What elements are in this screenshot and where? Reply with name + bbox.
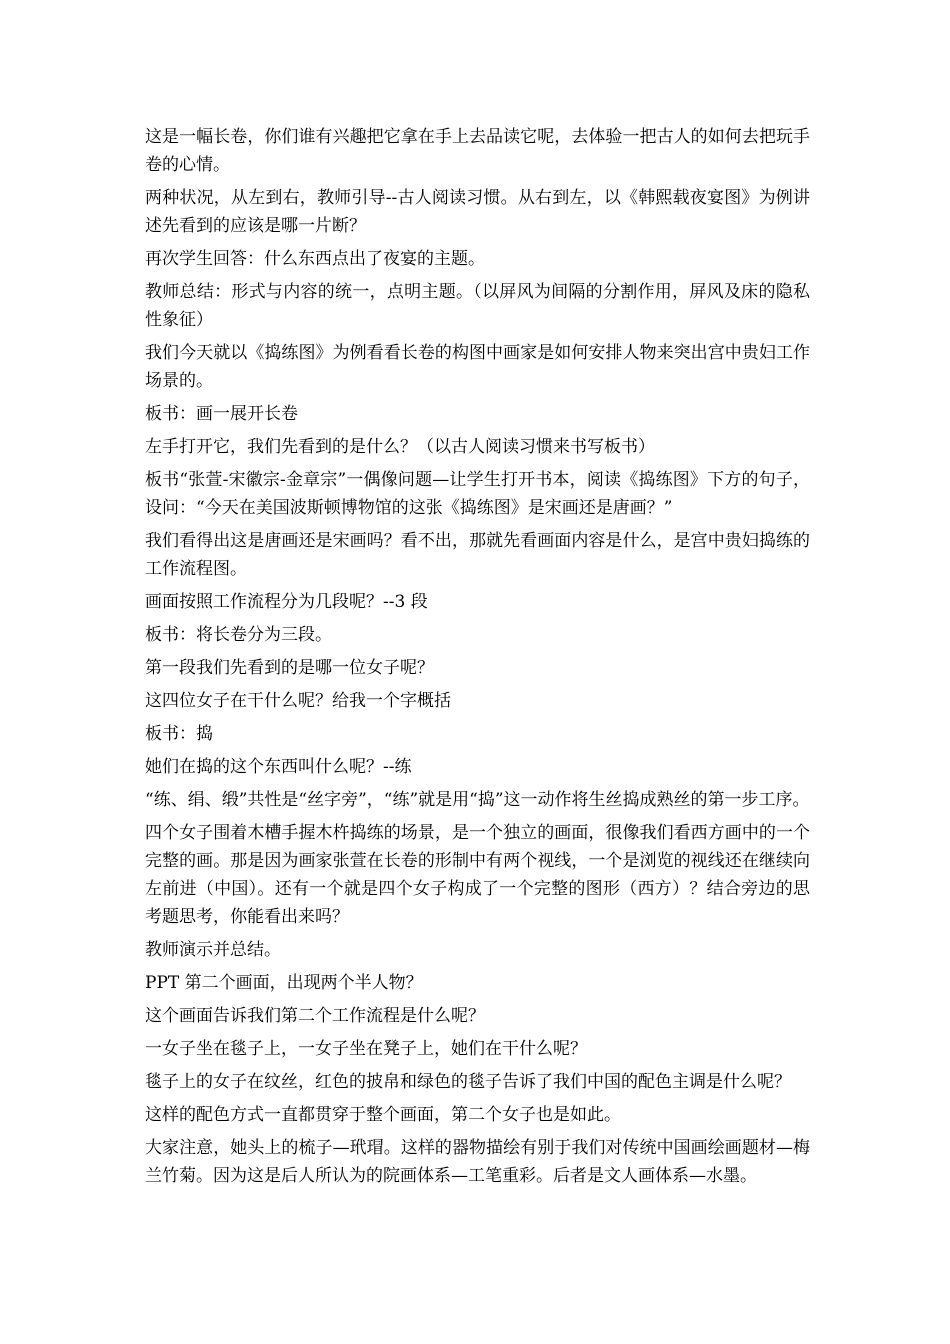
paragraph: 我们看得出这是唐画还是宋画吗？看不出，那就先看画面内容是什么，是宫中贵妇捣练的工作流程图。 [145,531,810,579]
paragraph: 一女子坐在毯子上，一女子坐在凳子上，她们在干什么呢？ [145,1039,587,1059]
paragraph: 板书：将长卷分为三段。 [145,625,332,645]
paragraph: 左手打开它，我们先看到的是什么？（以古人阅读习惯来书写板书） [145,437,655,457]
paragraph: 这四位女子在干什么呢？给我一个字概括 [145,691,451,711]
paragraph: 画面按照工作流程分为几段呢？--3 段 [145,592,428,612]
paragraph: 板书：画一展开长卷 [145,404,298,424]
paragraph: 她们在捣的这个东西叫什么呢？--练 [145,757,412,777]
paragraph: PPT 第二个画面，出现两个半人物？ [145,973,423,993]
paragraph: 再次学生回答：什么东西点出了夜宴的主题。 [145,249,485,269]
paragraph: 这是一幅长卷，你们谁有兴趣把它拿在手上去品读它呢，去体验一把古人的如何去把玩手卷的心情。 [145,127,810,175]
paragraph: 我们今天就以《捣练图》为例看看长卷的构图中画家是如何安排人物来突出宫中贵妇工作场景的。 [145,343,810,391]
paragraph: 教师总结：形式与内容的统一，点明主题。（以屏风为间隔的分割作用，屏风及床的隐私性象征） [145,282,810,330]
paragraph: 大家注意，她头上的梳子—玳瑁。这样的器物描绘有别于我们对传统中国画绘画题材—梅兰竹菊。因为这是后人所认为的院画体系—工笔重彩。后者是文人画体系—水墨。 [145,1138,810,1186]
paragraph: 这个画面告诉我们第二个工作流程是什么呢？ [145,1006,485,1026]
document-body [145,123,810,1195]
paragraph: 四个女子围着木槽手握木杵捣练的场景，是一个独立的画面，很像我们看西方画中的一个完整的画。那是因为画家张萱在长卷的形制中有两个视线，一个是浏览的视线还在继续向左前进（中国）。还有一个就是四个女子构成了一个完整的图形（西方）？结合旁边的思考题思考，你能看出来吗？ [145,823,810,927]
paragraph: 两种状况，从左到右，教师引导--古人阅读习惯。从右到左，以《韩熙载夜宴图》为例讲述先看到的应该是哪一片断？ [145,188,810,236]
paragraph: 教师演示并总结。 [145,940,281,960]
paragraph: 这样的配色方式一直都贯穿于整个画面，第二个女子也是如此。 [145,1105,621,1125]
paragraph: 毯子上的女子在纹丝，红色的披帛和绿色的毯子告诉了我们中国的配色主调是什么呢？ [145,1072,791,1092]
paragraph: 板书“张萱-宋徽宗-金章宗”一偶像问题—让学生打开书本，阅读《捣练图》下方的句子，设问：“今天在美国波斯顿博物馆的这张《捣练图》是宋画还是唐画？” [145,470,810,518]
paragraph: 第一段我们先看到的是哪一位女子呢？ [145,658,434,678]
paragraph: “练、绢、缎”共性是“丝字旁”，“练”就是用“捣”这一动作将生丝捣成熟丝的第一步工序。 [145,790,810,810]
paragraph: 板书：捣 [145,724,213,744]
